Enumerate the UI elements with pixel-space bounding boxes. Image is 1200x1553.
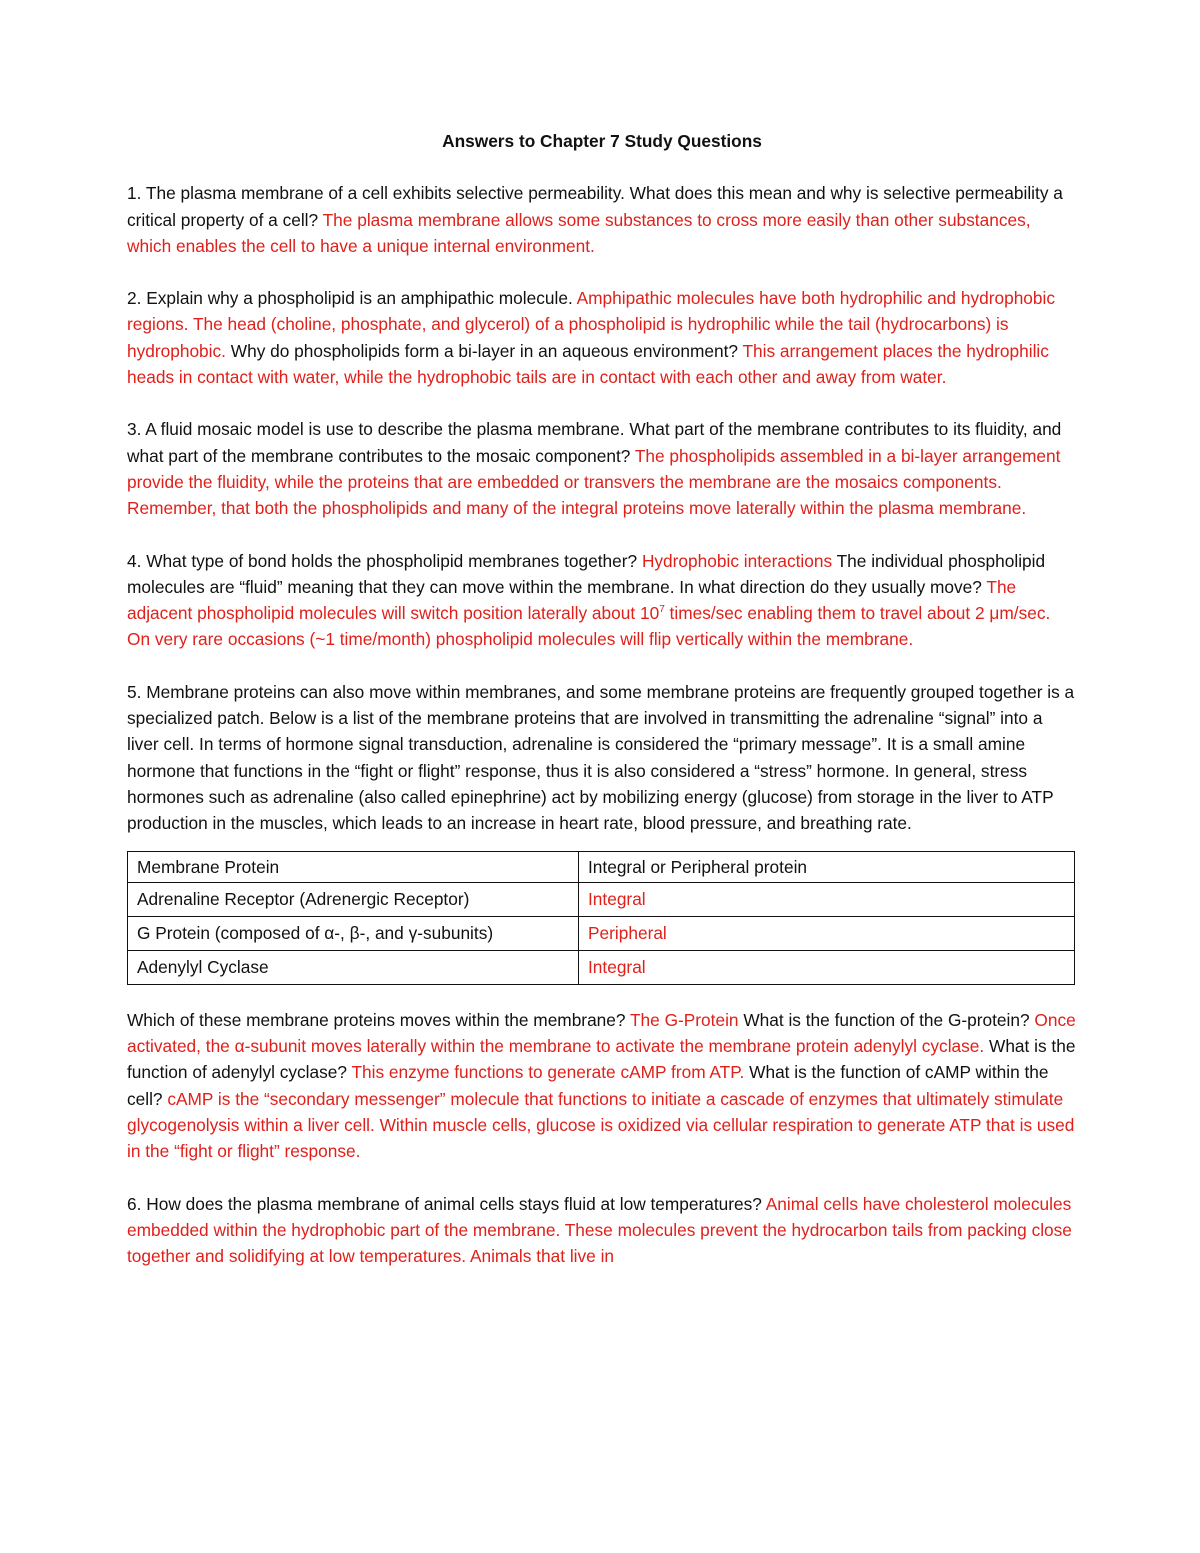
table-cell: Integral [579, 950, 1075, 984]
question-text: What is the function of the G-protein? [738, 1009, 1035, 1030]
question-text: Membrane proteins can also move within membranes, and some membrane proteins are frequently grouped together is a specialized patch. Below is a list of the membrane proteins that are involved in transmitting the adrenaline “signal” into a liver cell. In terms of hormone signal transduction, adrenaline is considered the “primary message”. It is a small amine hormone that functions in the “fight or flight” response, thus it is also considered a “stress” hormone. In general, stress hormones such as adrenaline (also called epinephrine) act by mobilizing energy (glucose) from storage in the liver to ATP production in the muscles, which leads to an increase in heart rate, blood pressure, and breathing rate. [127, 681, 1075, 834]
answer-text: The G-Protein [630, 1009, 739, 1030]
table-cell: Adrenaline Receptor (Adrenergic Receptor) [128, 882, 579, 916]
question-text: A fluid mosaic model is use to describe the plasma membrane. What part of the membrane contributes to its fluidity, and what part of the membrane contributes to the mosaic component? [127, 419, 1062, 466]
table-cell: Peripheral [579, 916, 1075, 950]
question-text: Which of these membrane proteins moves within the membrane? [127, 1009, 630, 1030]
answer-text: The phospholipids assembled in a bi-layer arrangement provide the fluidity, while the proteins that are embedded or transvers the membrane are the mosaics components. Remember, that both the phospholipids and many of the integral proteins move laterally within the plasma membrane. [127, 445, 1061, 519]
answer-part: times/sec enabling them to travel about 2 μm/sec. On very rare occasions (~1 time/month) phospholipid molecules will flip vertically within the membrane. [127, 603, 1051, 650]
question-number: 5. [127, 681, 142, 702]
answer-part: The adjacent phospholipid molecules will switch position laterally about 10 [127, 576, 1017, 624]
table-row [128, 882, 1075, 916]
question-1 [127, 180, 1077, 259]
question-3 [127, 416, 1077, 521]
page-title: Answers to Chapter 7 Study Questions [442, 131, 762, 151]
document-page [127, 128, 1077, 1296]
question-4 [127, 548, 1077, 653]
exponent: 7 [659, 604, 665, 616]
answer-text: This enzyme functions to generate cAMP from ATP. [351, 1062, 745, 1083]
table-cell: G Protein (composed of α-, β-, and γ-subunits) [128, 916, 579, 950]
answer-text: Amphipathic molecules have both hydrophilic and hydrophobic regions. The head (choline, phosphate, and glycerol) of a phospholipid is hydrophilic while the tail (hydrocarbons) is hydrophobic. [127, 288, 1056, 361]
table-cell: Adenylyl Cyclase [128, 950, 579, 984]
table-header-cell: Membrane Protein [128, 851, 579, 882]
table-header-row [128, 851, 1075, 882]
answer-text: This arrangement places the hydrophilic heads in contact with water, while the hydrophobic tails are in contact with each other and away from water. [127, 340, 1049, 388]
answer-text: Once activated, the α-subunit moves laterally within the membrane to activate the membrane protein adenylyl cyclase. [127, 1009, 1076, 1057]
question-text: The individual phospholipid molecules are “fluid” meaning that they can move within the membrane. In what direction do they usually move? [127, 550, 1046, 597]
question-number: 4. [127, 550, 142, 571]
table-cell: Integral [579, 882, 1075, 916]
table-row [128, 916, 1075, 950]
answer-text: The plasma membrane allows some substances to cross more easily than other substances, which enables the cell to have a unique internal environment. [127, 209, 1031, 256]
answer-text: cAMP is the “secondary messenger” molecule that functions to initiate a cascade of enzymes that ultimately stimulate glycogenolysis within a liver cell. Within muscle cells, glucose is oxidized via cellular respiration to generate ATP that is used in the “fight or flight” response. [127, 1088, 1075, 1162]
question-text: The plasma membrane of a cell exhibits selective permeability. What does this mean and why is selective permeability a critical property of a cell? [127, 183, 1063, 230]
question-5 [127, 679, 1077, 837]
question-number: 3. [127, 419, 142, 440]
question-2 [127, 285, 1077, 390]
question-text: What is the function of cAMP within the cell? [127, 1062, 1049, 1109]
question-text: Explain why a phospholipid is an amphipathic molecule. [141, 288, 577, 309]
question-text: Why do phospholipids form a bi-layer in an aqueous environment? [225, 340, 743, 361]
question-text: How does the plasma membrane of animal cells stays fluid at low temperatures? [141, 1193, 766, 1214]
table-header-cell: Integral or Peripheral protein [579, 851, 1075, 882]
question-number: 1. [127, 183, 142, 204]
membrane-protein-table [127, 851, 1075, 985]
answer-text: Animal cells have cholesterol molecules embedded within the hydrophobic part of the membrane. These molecules prevent the hydrocarbon tails from packing close together and solidifying at low temperatures. Animals that live in [127, 1193, 1072, 1267]
table-row [128, 950, 1075, 984]
follow-up-questions [127, 1007, 1077, 1165]
answer-text: Hydrophobic interactions [641, 550, 833, 571]
question-text: What type of bond holds the phospholipid membranes together? [141, 550, 642, 571]
question-text: What is the function of adenylyl cyclase? [127, 1036, 1076, 1083]
question-6 [127, 1191, 1077, 1270]
question-number: 6. [127, 1193, 142, 1214]
question-number: 2. [127, 288, 142, 309]
